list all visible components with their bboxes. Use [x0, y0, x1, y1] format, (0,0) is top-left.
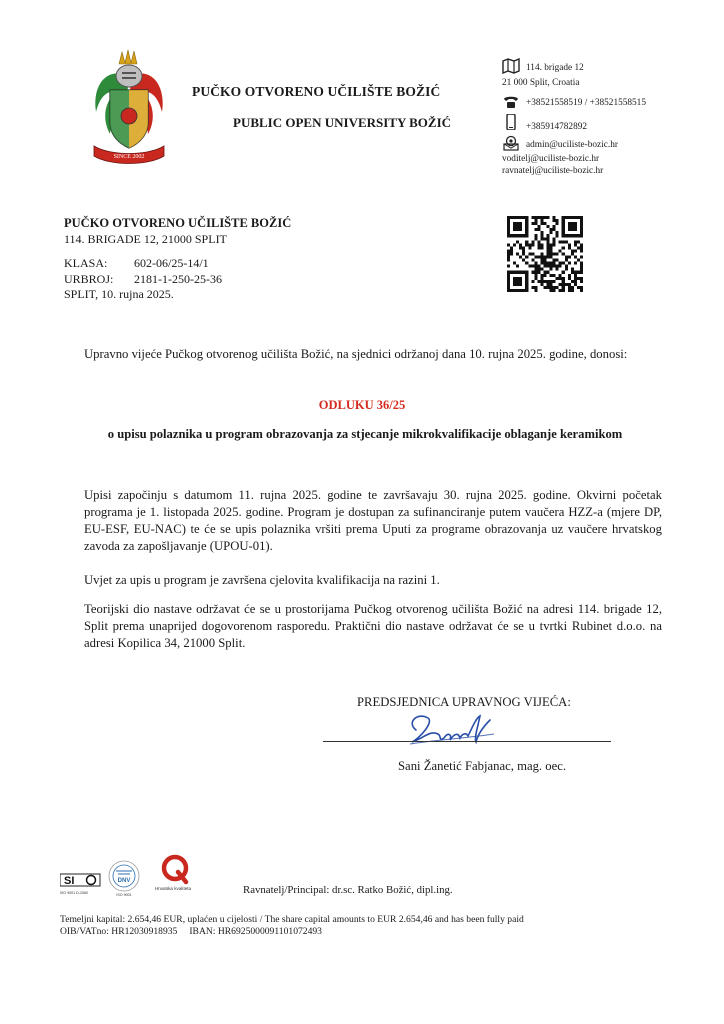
address-line-2: 21 000 Split, Croatia — [502, 78, 580, 88]
contact-phone — [502, 94, 646, 110]
hk-label: Hrvatska kvaliteta — [154, 886, 192, 891]
sender-block — [64, 215, 291, 247]
dnv-certification-logo — [109, 861, 139, 897]
dnv-sub: ISO 9001 — [116, 893, 132, 897]
legal-footnote — [60, 914, 524, 938]
company-ids: OIB/VATno: HR12030918935 IBAN: HR6925000091101072493 — [60, 926, 322, 937]
email-ravnatelj[interactable]: ravnatelj@uciliste-bozic.hr — [502, 166, 604, 176]
principal-line: Ravnatelj/Principal: dr.sc. Ratko Božić, dipl.ing. — [243, 884, 453, 896]
map-icon — [502, 58, 520, 74]
certification-logos — [60, 850, 230, 900]
signatory-name: Sani Žanetić Fabjanac, mag. oec. — [398, 759, 567, 773]
hrvatska-kvaliteta-logo — [155, 857, 192, 891]
signature-title: PREDSJEDNICA UPRAVNOG VIJEĆA: — [357, 695, 571, 709]
address-line-1: 114. brigade 12 — [526, 63, 584, 73]
place-date: SPLIT, 10. rujna 2025. — [64, 287, 174, 301]
handwritten-signature — [398, 708, 502, 752]
reference-block — [64, 256, 222, 303]
mobile-phone-icon — [502, 114, 520, 130]
share-capital: Temeljni kapital: 2.654,46 EUR, uplaćen u cijelosti / The share capital amounts to EUR 2.654,46 and has been fully paid — [60, 914, 524, 925]
mobile-number: +385914782892 — [526, 122, 588, 132]
phone-icon — [502, 94, 520, 110]
sender-name: PUČKO OTVORENO UČILIŠTE BOŽIĆ — [64, 216, 292, 230]
sender-address: 114. BRIGADE 12, 21000 SPLIT — [64, 232, 227, 246]
si-certification-logo — [60, 874, 100, 895]
klasa-value: 602-06/25-14/1 — [134, 256, 209, 270]
crest-banner-text: SINCE 2002 — [113, 154, 145, 160]
paragraph-condition: Uvjet za upis u program je završena cjelovita kvalifikacija na razini 1. — [84, 573, 440, 587]
decision-title: ODLUKU 36/25 — [318, 398, 406, 412]
email-admin[interactable]: admin@uciliste-bozic.hr — [526, 140, 618, 150]
email-voditelj[interactable]: voditelj@uciliste-bozic.hr — [502, 154, 600, 164]
phone-numbers: +38521558519 / +38521558515 — [526, 98, 646, 108]
dnv-label: DNV — [117, 878, 131, 884]
email-icon — [502, 135, 520, 151]
org-name-english: PUBLIC OPEN UNIVERSITY BOŽIĆ — [233, 115, 452, 130]
contact-address — [502, 58, 584, 74]
urbroj-label: URBROJ: — [64, 271, 114, 286]
qr-code — [507, 216, 583, 292]
klasa-label: KLASA: — [64, 256, 108, 270]
signature-line — [323, 741, 611, 742]
si-label: SI — [64, 875, 75, 887]
decision-subtitle: o upisu polaznika u program obrazovanja za stjecanje mikrokvalifikacije oblaganje keramikom — [107, 427, 623, 441]
intro-paragraph: Upravno vijeće Pučkog otvorenog učilišta Božić, na sjednici održanoj dana 10. rujna 2025. godine, donosi: — [84, 347, 628, 361]
si-sub: ISO 9001 D-2060 — [60, 891, 88, 895]
paragraph-location: Teorijski dio nastave održavat će se u prostorijama Pučkog otvorenog učilišta Božić na adresi 114. brigade 12, Split prema unaprijed dogovorenom rasporedu. Praktični dio nastave održavat će se u tvrtki Rubinet d.o.o. na adresi Kopilica 34, 21000 Split. — [84, 602, 662, 650]
urbroj-value: 2181-1-250-25-36 — [134, 271, 222, 286]
contact-mobile — [502, 114, 587, 133]
org-name: PUČKO OTVORENO UČILIŠTE BOŽIĆ — [192, 84, 441, 99]
crest-logo — [86, 46, 172, 166]
paragraph-enrollment: Upisi započinju s datumom 11. rujna 2025. godine te završavaju 30. rujna 2025. godine. Okvirni početak programa je 1. listopada 2025. godine. Program je dostupan za sufinanciranje putem vaučera HZZ-a (mjere DP, EU-ESF, EU-NAC) te će se upis polaznika vršiti prema Uputi za programe obrazovanja uz vaučere hrvatskog zavoda za zapošljavanje (UPOU-01). — [84, 488, 662, 553]
contact-email — [502, 135, 618, 151]
